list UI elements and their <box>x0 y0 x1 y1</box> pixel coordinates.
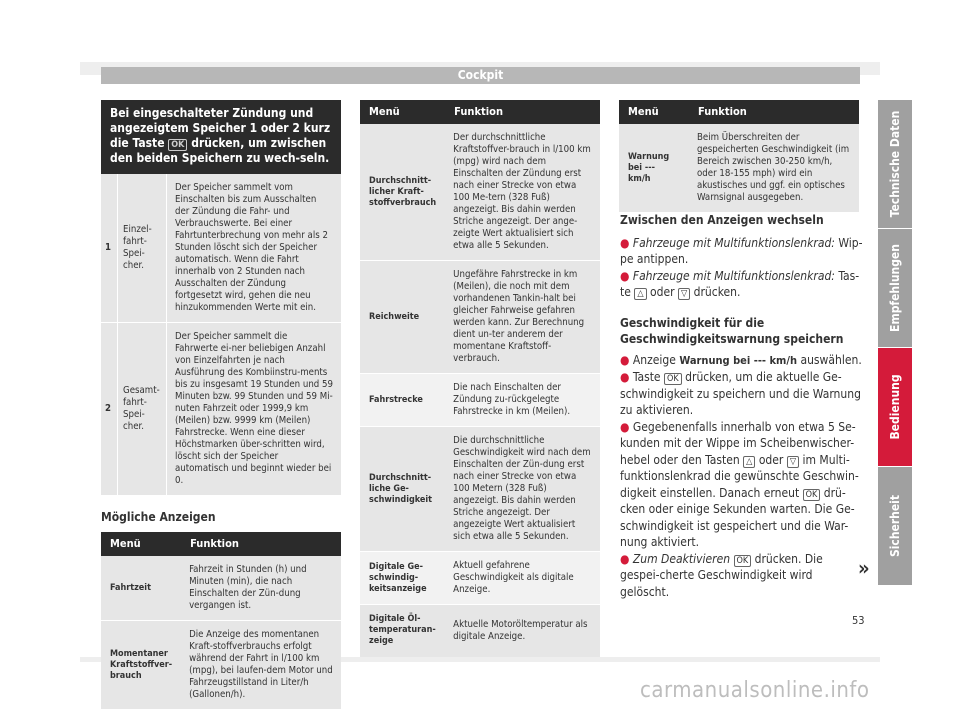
function-cell: Fahrzeit in Stunden (h) und Minuten (min), die nach Einschalten der Zün-dung vergangen ist. <box>189 564 307 612</box>
col-menu: Menü <box>110 537 141 551</box>
bullet-item: ● Gegebenenfalls innerhalb von etwa 5 Se-kunden mit der Wippe im Scheibenwischer-hebel oder den Tasten △ oder ▽ im Multi-funktionslenkrad die gewünschte Geschwin-digkeit einstellen. Danach erneut OK drü-cken oder einige Sekunden warten. Die Ge-schwindigkeit ist gespeichert und die War-nung aktiviert. <box>620 419 859 549</box>
ok-key-icon: OK <box>803 489 821 501</box>
bullet-item: ● Zum Deaktivieren OK drücken. Die gespei-cherte Geschwindigkeit wird gelöscht. <box>620 551 823 599</box>
menu-cell: Digitale Ge-schwindig-keitsanzeige <box>360 552 445 605</box>
function-cell: Ungefähre Fahrstrecke in km (Meilen), die noch mit dem vorhandenen Tankin-halt bei gleicher Fahrweise gefahren werden kann. Zur Berechnung dient un-ter anderem der momentane Kraftstoff-verbrauch. <box>445 261 600 374</box>
memory-table-head: Bei eingeschalteter Zündung und angezeigtem Speicher 1 oder 2 kurz die Taste OK drücken, um zwischen den beiden Speichern zu wech-seln. <box>101 100 341 174</box>
row-text: Der Speicher sammelt die Fahrwerte ei-ner beliebigen Anzahl von Einzelfahrten je nach Ausführung des Kombiinstru-ments bis zu insgesamt 19 Stunden und 59 Minuten bzw. 99 Stunden und 59 Mi-nuten Fahrzeit oder 1999,9 km (Meilen) bzw. 9999 km (Meilen) Fahrstrecke. Wenn eine dieser Höchstmarken über-schritten wird, löscht sich der Speicher automatisch und beginnt wieder bei 0. <box>167 323 342 496</box>
right-table-wrap <box>619 100 859 212</box>
section-header: Cockpit <box>101 67 860 84</box>
col-funktion: Funktion <box>454 104 504 118</box>
functions-table <box>360 100 600 657</box>
menu-cell: Fahrstrecke <box>360 374 445 427</box>
function-cell: Beim Überschreiten der gespeicherten Geschwindigkeit (im Bereich zwischen 30-250 km/h, oder 18-155 mph) wird ein akustisches und ggf. ein optisches Warnsignal ausgegeben. <box>697 132 850 203</box>
tab-technische-daten[interactable]: Technische Daten <box>878 100 912 228</box>
menu-cell: Durchschnitt-licher Kraft-stoffverbrauch <box>369 175 437 208</box>
page-number: 53 <box>852 614 865 627</box>
tab-empfehlungen[interactable]: Empfehlungen <box>878 229 912 347</box>
menu-cell: Digitale Öl-temperaturan-zeige <box>360 605 445 657</box>
function-cell: Die Anzeige des momentanen Kraft-stoffverbrauchs erfolgt während der Fahrt in l/100 km (mpg), bei laufen-dem Motor und Fahrzeugstillstand in Liter/h (Gallonen/h). <box>181 621 341 709</box>
tab-bedienung[interactable]: Bedienung <box>878 348 912 466</box>
up-key-icon: △ <box>634 288 646 300</box>
menu-cell: Momentaner Kraftstoffver-brauch <box>101 621 181 709</box>
menu-cell: Warnung bei --- km/h <box>628 151 670 184</box>
menu-cell: Durchschnitt-liche Ge-schwindigkeit <box>360 427 445 552</box>
warning-table <box>619 100 859 212</box>
row-label: Einzel-fahrt-Spei-cher. <box>118 174 167 323</box>
subheading: Zwischen den Anzeigen wechseln <box>620 213 824 227</box>
up-key-icon: △ <box>743 456 755 468</box>
subheading: Geschwindigkeit für die Geschwindigkeitswarnung speichern <box>620 315 844 346</box>
function-cell: Die nach Einschalten der Zündung zu-rückgelegte Fahrstrecke in km (Meilen). <box>445 374 600 427</box>
col-funktion: Funktion <box>190 537 239 551</box>
menu-cell: Fahrtzeit <box>110 582 151 593</box>
bullet-item: ● Anzeige Warnung bei --- km/h auswählen. <box>620 352 862 367</box>
function-cell: Aktuelle Motoröltemperatur als digitale Anzeige. <box>445 605 600 657</box>
continue-icon: » <box>858 556 870 580</box>
row-text: Der Speicher sammelt vom Einschalten bis zum Ausschalten der Zündung die Fahr- und Verbrauchswerte. Bei einer Fahrtunterbrechung von mehr als 2 Stunden löscht sich der Speicher automatisch. Wenn die Fahrt innerhalb von 2 Stunden nach Ausschalten der Zündung fortgesetzt wird, gehen die neu hinzukommenden Werte mit ein. <box>175 182 328 313</box>
tab-sicherheit[interactable]: Sicherheit <box>878 467 912 585</box>
menu-cell: Reichweite <box>360 261 445 374</box>
function-cell: Der durchschnittliche Kraftstoffver-brauch in l/100 km (mpg) wird nach dem Einschalten der Zündung erst nach einer Strecke von etwa 100 Me-tern (328 Fuß) angezeigt. Bis dahin werden Striche angezeigt. Der ange-zeigte Wert aktualisiert sich etwa alle 5 Sekunden. <box>453 132 591 251</box>
bullet-item: ● Fahrzeuge mit Multifunktionslenkrad: Wip-pe antippen. <box>620 235 863 266</box>
section-title: Mögliche Anzeigen <box>101 510 216 524</box>
down-key-icon: ▽ <box>787 456 799 468</box>
ok-key-icon: OK <box>734 555 752 567</box>
bullet-item: ● Taste OK drücken, um die aktuelle Ge-schwindigkeit zu speichern und die Warnung zu aktivieren. <box>620 370 861 417</box>
row-number: 1 <box>101 174 118 323</box>
row-number: 2 <box>101 323 118 496</box>
ok-key-icon: OK <box>664 373 682 385</box>
watermark: carmanualsonline.info <box>640 678 870 703</box>
row-label: Gesamt-fahrt-Spei-cher. <box>118 323 167 496</box>
ok-key-icon: OK <box>168 139 187 151</box>
col-menu: Menü <box>369 104 400 118</box>
col-menu: Menü <box>628 104 659 118</box>
function-cell: Aktuell gefahrene Geschwindigkeit als digitale Anzeige. <box>445 552 600 605</box>
displays-table <box>101 532 341 709</box>
function-cell: Die durchschnittliche Geschwindigkeit wird nach dem Einschalten der Zün-dung erst nach einer Strecke von etwa 100 Metern (328 Fuß) angezeigt. Bis dahin werden Striche angezeigt. Der angezeigte Wert aktualisiert sich etwa alle 5 Sekunden. <box>445 427 600 552</box>
middle-column <box>360 100 600 657</box>
left-column <box>101 100 341 709</box>
right-text <box>620 212 865 600</box>
memory-table <box>101 100 341 495</box>
bullet-item: ● Fahrzeuge mit Multifunktionslenkrad: Tas-te △ oder ▽ drücken. <box>620 268 860 299</box>
col-funktion: Funktion <box>698 104 747 118</box>
down-key-icon: ▽ <box>678 288 690 300</box>
